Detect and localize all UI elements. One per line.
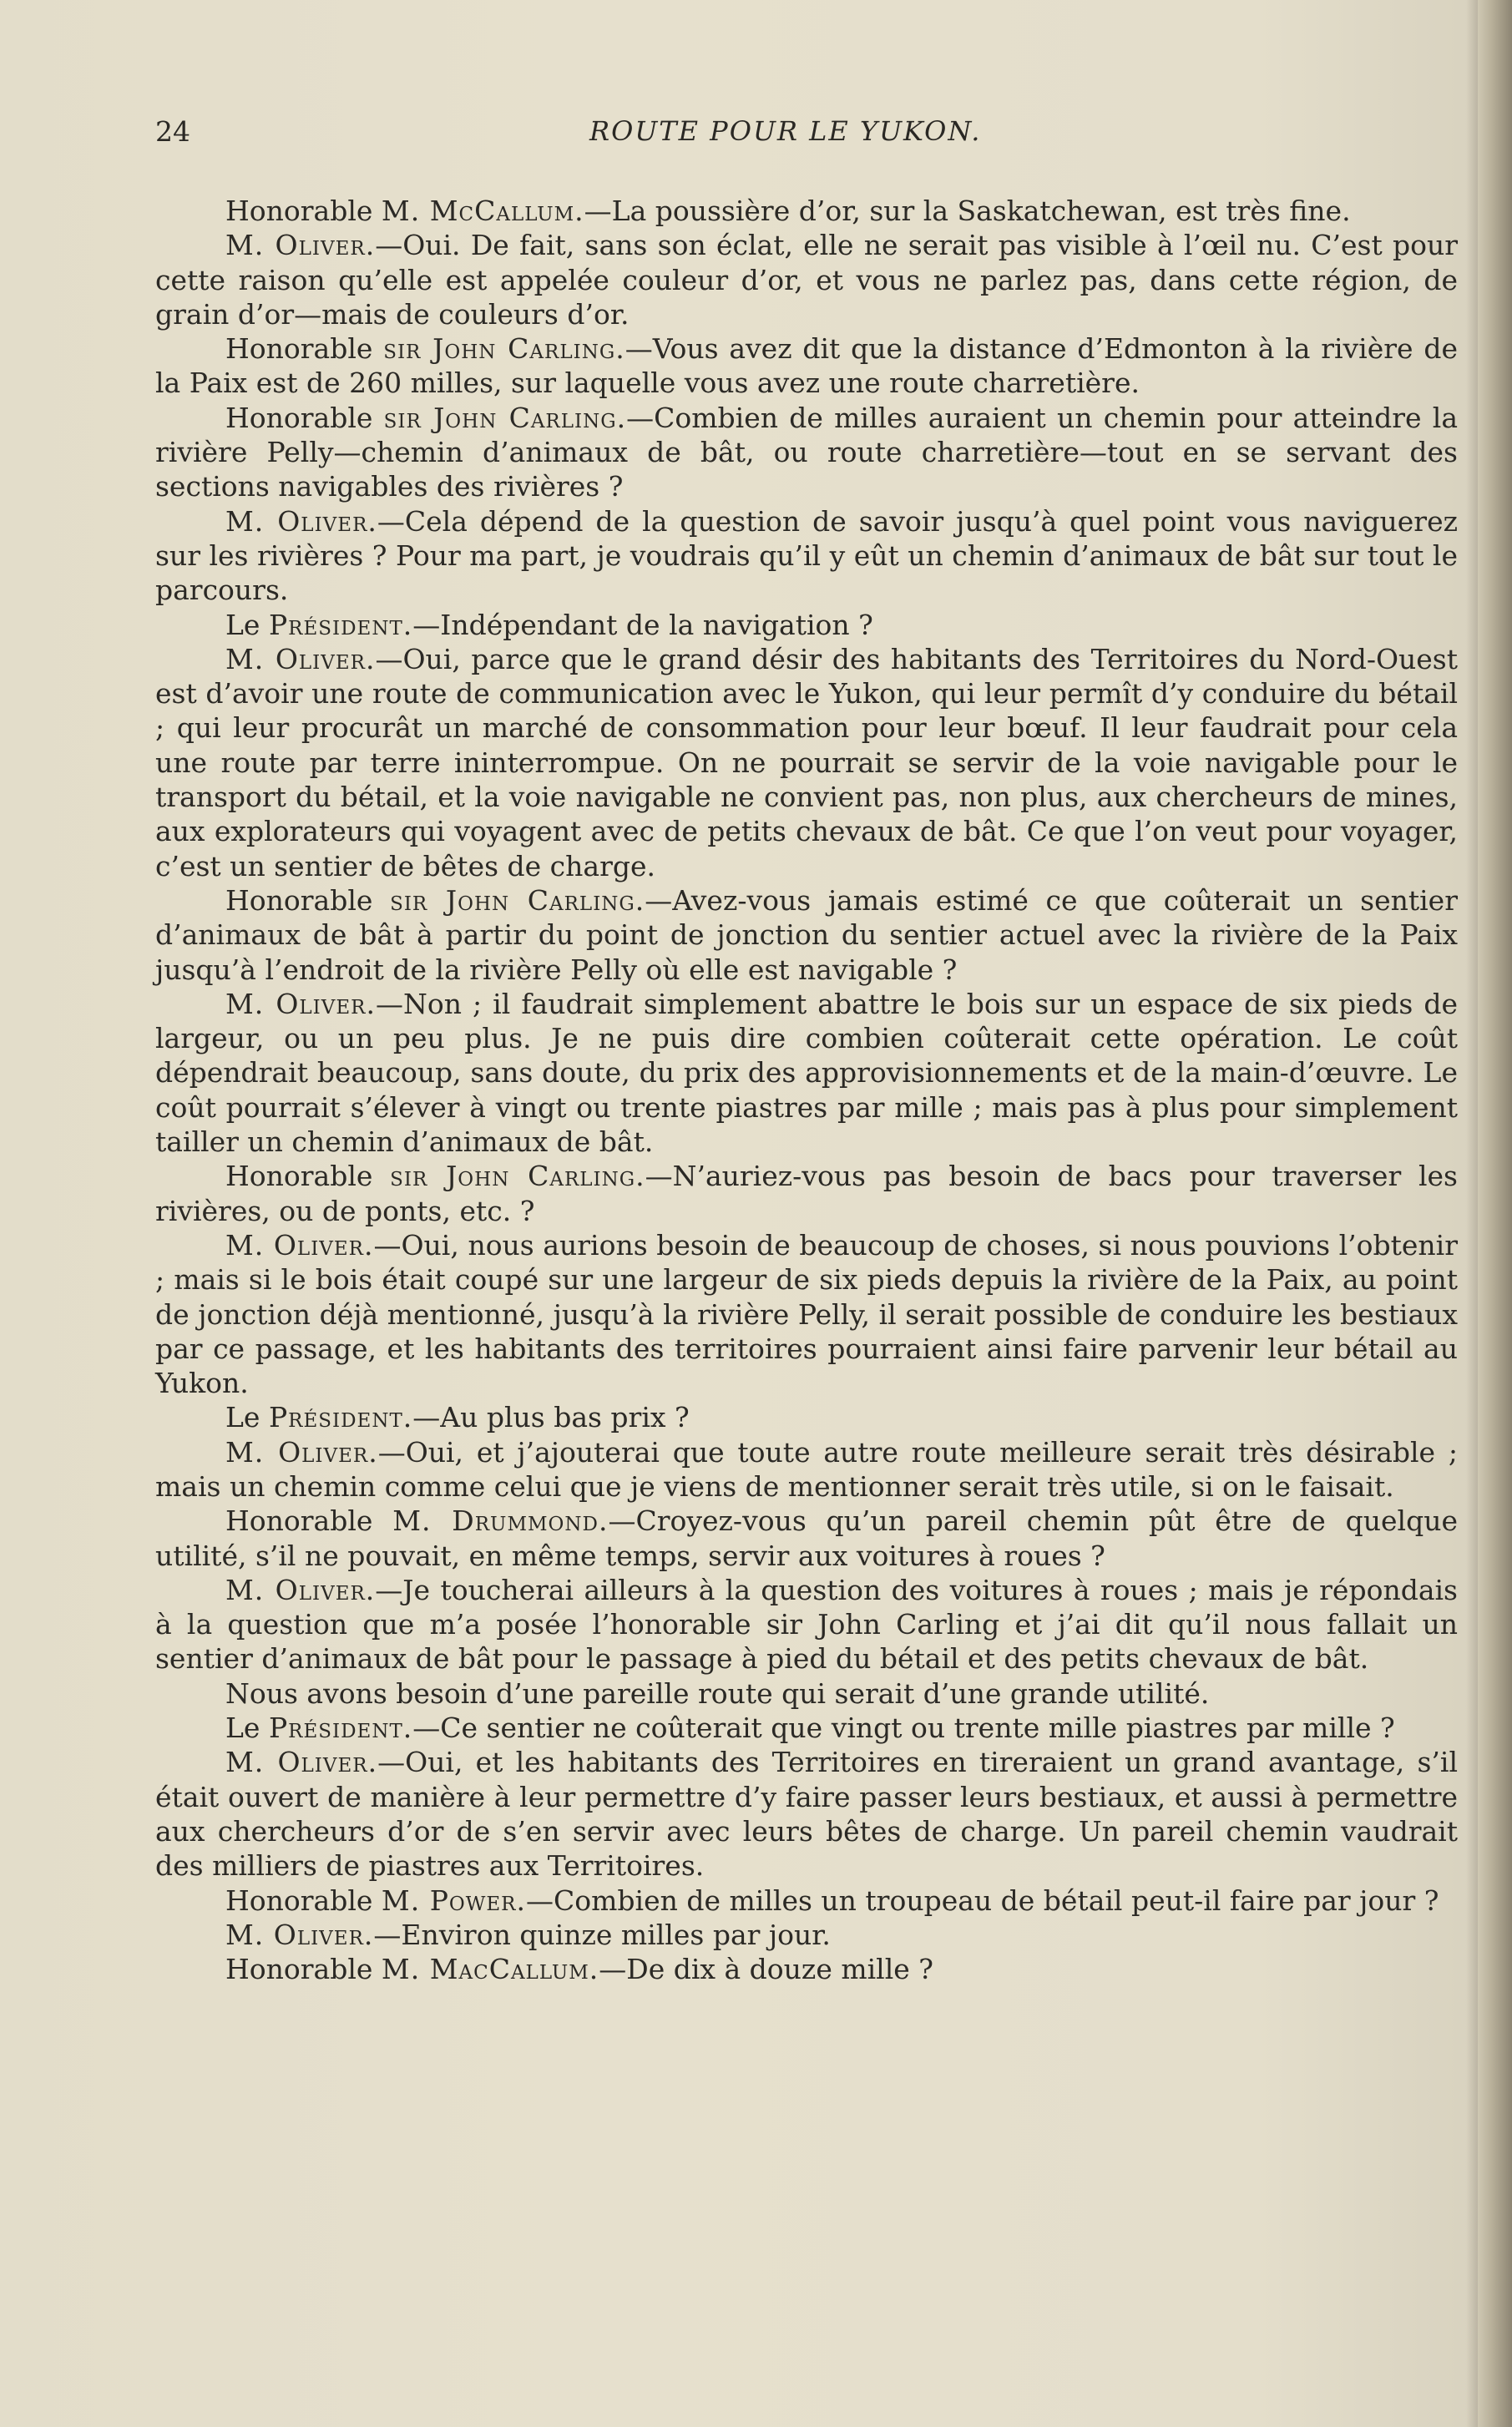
paragraph: Honorable sir John Carling.—Combien de milles auraient un chemin pour atteindre la rivière Pelly—chemin d’animaux de bât, ou route charretière—tout en se servant des sections navigables des rivières ? [155, 401, 1459, 503]
page-gutter-shadow [1466, 0, 1478, 2427]
speaker-name: M. Oliver. [225, 1573, 376, 1606]
speaker-name: M. Power. [381, 1883, 526, 1917]
speaker-name: sir John Carling. [390, 1160, 645, 1193]
paragraph: Honorable M. MacCallum.—De dix à douze mille ? [225, 1953, 934, 1986]
speaker-name: M. Drummond. [392, 1504, 609, 1538]
speaker-name: M. Oliver. [225, 1435, 378, 1469]
paragraph: Honorable M. Power.—Combien de milles un troupeau de bétail peut-il faire par jour ? [225, 1883, 1439, 1917]
paragraph: M. Oliver.—Non ; il faudrait simplement abattre le bois sur un espace de six pieds de largeur, ou un peu plus. Je ne puis dire combien coûterait cette opération. Le coût dépendrait beaucoup, sans doute, du prix des approvisionnements et de la main-d’œuvre. Le coût pourrait s’élever à vingt ou trente piastres par mille ; mais pas à plus pour simplement tailler un chemin d’animaux de bât. [155, 987, 1458, 1159]
speaker-name: sir John Carling. [383, 401, 627, 434]
paragraph: M. Oliver.—Oui, nous aurions besoin de beaucoup de choses, si nous pouvions l’obtenir ; mais si le bois était coupé sur une largeur de six pieds depuis la rivière de la Paix, au point de jonction déjà mentionné, jusqu’à la rivière Pelly, il serait possible de conduire les bestiaux par ce passage, et les habitants des territoires pourraient ainsi faire parvenir leur bétail au Yukon. [155, 1228, 1459, 1400]
paragraph: M. Oliver.—Oui, et les habitants des Territoires en tireraient un grand avantage, s’il était ouvert de manière à leur permettre d’y faire passer leurs bestiaux, et aussi à permettre aux chercheurs d’or de s’en servir avec leurs bêtes de charge. Un pareil chemin vaudrait des milliers de piastres aux Territoires. [155, 1746, 1458, 1883]
running-head: ROUTE POUR LE YUKON. [589, 115, 982, 147]
page-header [155, 115, 1458, 165]
page-edge [1478, 0, 1512, 2427]
transcript-body [155, 194, 1458, 1986]
speaker-name: M. Oliver. [225, 229, 376, 262]
paragraph: M. Oliver.—Oui, et j’ajouterai que toute autre route meilleure serait très désirable ; mais un chemin comme celui que je viens de mentionner serait très utile, si on le faisait. [155, 1435, 1458, 1503]
paragraph: Le Président.—Ce sentier ne coûterait que vingt ou trente mille piastres par mille ? [225, 1712, 1395, 1745]
paragraph: M. Oliver.—Oui. De fait, sans son éclat, elle ne serait pas visible à l’œil nu. C’est pour cette raison qu’elle est appelée couleur d’or, et vous ne parlez pas, dans cette région, de grain d’or—mais de couleurs d’or. [155, 229, 1459, 331]
speaker-name: M. Oliver. [225, 504, 377, 538]
speaker-name: M. Oliver. [225, 1228, 374, 1262]
paragraph: M. Oliver.—Oui, parce que le grand désir des habitants des Territoires du Nord-Ouest est d’avoir une route de communication avec le Yukon, qui leur permît d’y conduire du bétail ; qui leur procurât un marché de consommation pour leur bœuf. Il leur faudrait pour cela une route par terre ininterrompue. On ne pourrait se servir de la voie navigable pour le transport du bétail, et la voie navigable ne convient pas, non plus, aux chercheurs de mines, aux explorateurs qui voyagent avec de petits chevaux de bât. Ce que l’on veut pour voyager, c’est un sentier de bêtes de charge. [155, 642, 1459, 882]
speaker-name: M. Oliver. [225, 987, 376, 1020]
paragraph: M. Oliver.—Environ quinze milles par jour. [225, 1918, 831, 1951]
paragraph: M. Oliver.—Je toucherai ailleurs à la question des voitures à roues ; mais je répondais à la question que m’a posée l’honorable sir John Carling et j’ai dit qu’il nous fallait un sentier d’animaux de bât pour le passage à pied du bétail et des petits chevaux de bât. [155, 1573, 1458, 1676]
paragraph: Honorable sir John Carling.—Vous avez dit que la distance d’Edmonton à la rivière de la Paix est de 260 milles, sur laquelle vous avez une route charretière. [155, 332, 1458, 400]
paragraph: Honorable sir John Carling.—N’auriez-vous pas besoin de bacs pour traverser les rivières, ou de ponts, etc. ? [155, 1160, 1458, 1227]
speaker-name: M. Oliver. [225, 1918, 374, 1951]
paragraph: Honorable M. Drummond.—Croyez-vous qu’un pareil chemin pût être de quelque utilité, s’il ne pouvait, en même temps, servir aux voitures à roues ? [155, 1504, 1458, 1572]
speaker-name: Président. [268, 608, 413, 641]
paragraph: Honorable sir John Carling.—Avez-vous jamais estimé ce que coûterait un sentier d’animaux de bât à partir du point de jonction du sentier actuel avec la rivière de la Paix jusqu’à l’endroit de la rivière Pelly où elle est navigable ? [155, 883, 1458, 986]
speaker-name: sir John Carling. [390, 883, 645, 917]
paragraph: Le Président.—Au plus bas prix ? [225, 1401, 690, 1434]
paragraph: M. Oliver.—Cela dépend de la question de savoir jusqu’à quel point vous naviguerez sur les rivières ? Pour ma part, je voudrais qu’il y eût un chemin d’animaux de bât sur tout le parcours. [155, 504, 1458, 607]
speaker-name: M. Oliver. [225, 642, 376, 675]
page-number: 24 [155, 115, 190, 148]
paragraph: Honorable M. McCallum.—La poussière d’or, sur la Saskatchewan, est très fine. [225, 195, 1351, 227]
paragraph: Nous avons besoin d’une pareille route qui serait d’une grande utilité. [225, 1676, 1210, 1710]
speaker-name: Président. [268, 1401, 413, 1434]
speaker-name: M. McCallum. [381, 195, 584, 227]
paragraph: Le Président.—Indépendant de la navigation ? [225, 608, 873, 641]
speaker-name: sir John Carling. [383, 332, 625, 366]
speaker-name: M. MacCallum. [381, 1953, 599, 1986]
speaker-name: Président. [268, 1712, 413, 1745]
speaker-name: M. Oliver. [225, 1746, 378, 1779]
